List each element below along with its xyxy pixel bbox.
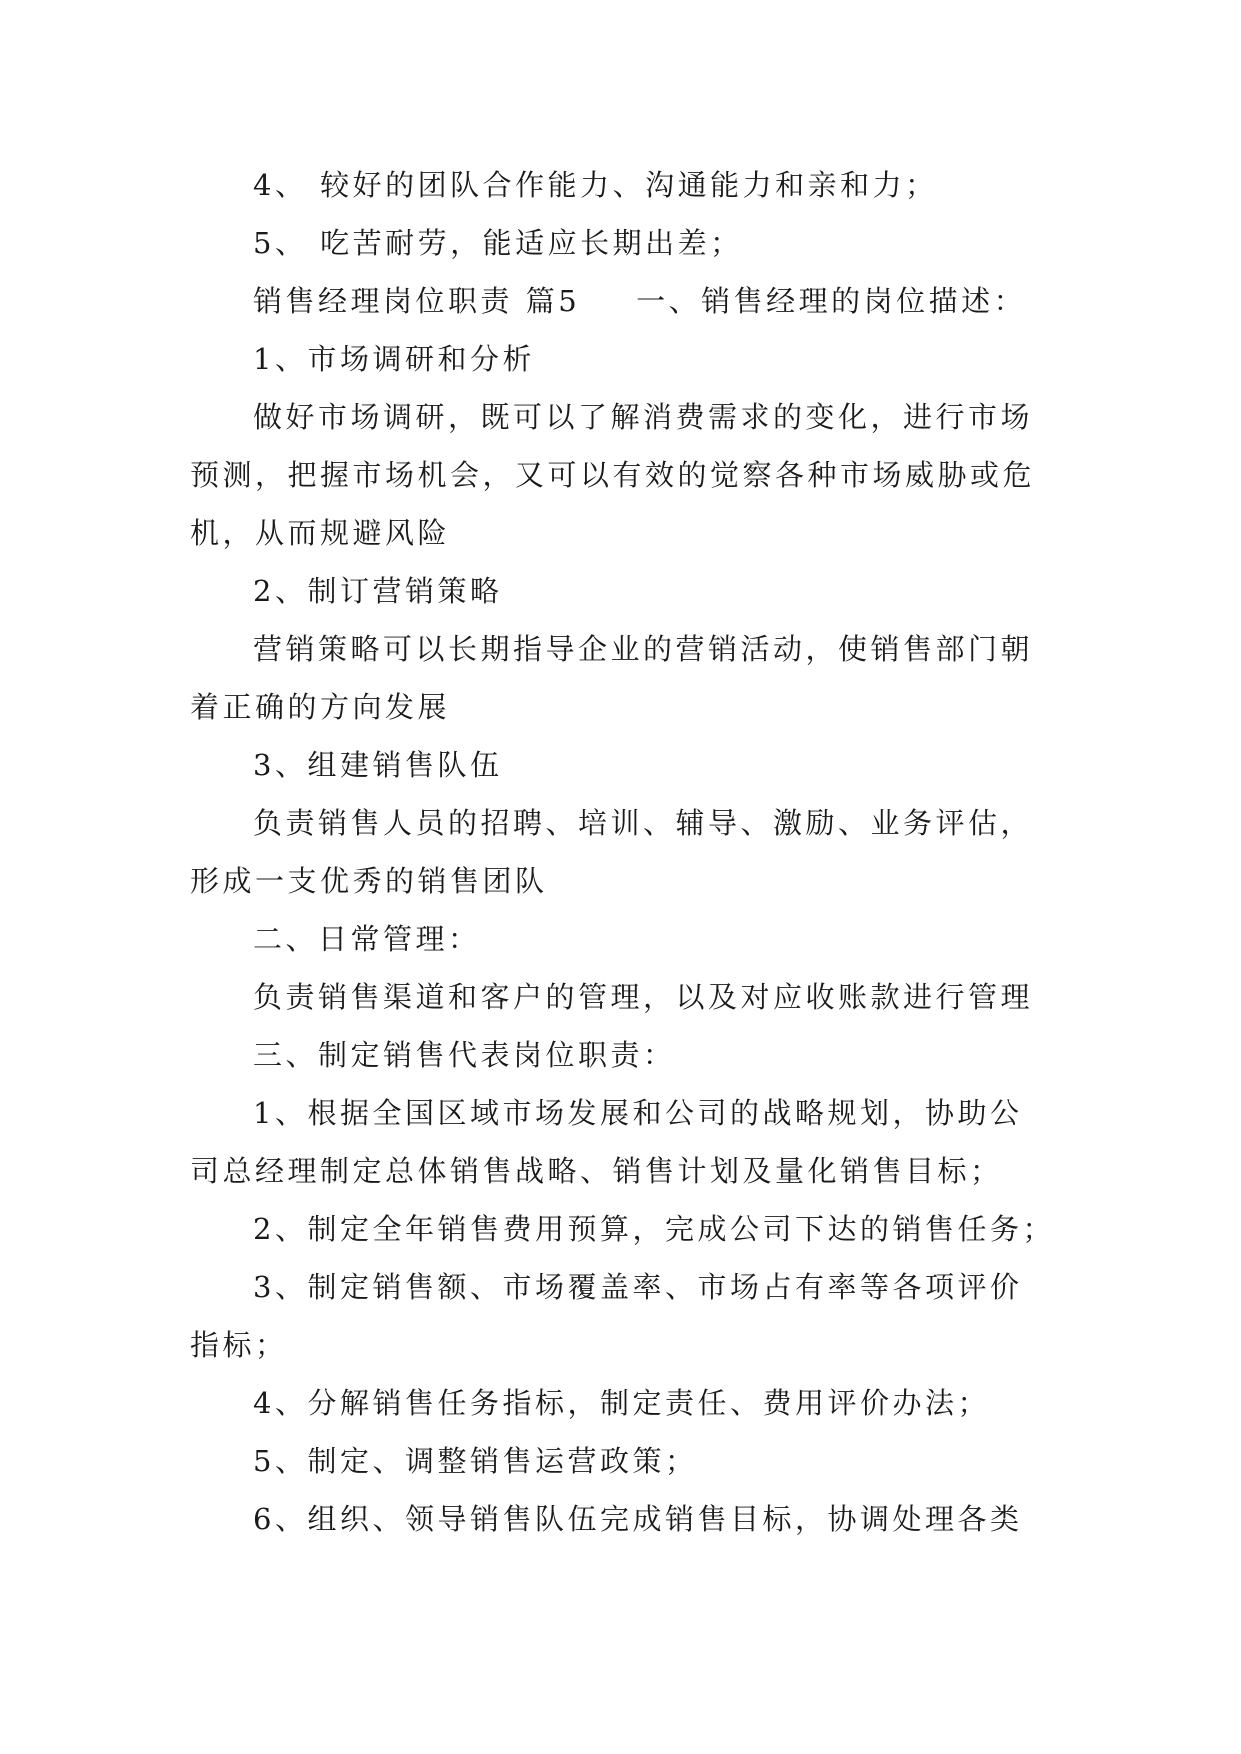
line-text: 3、组建销售队伍: [253, 748, 503, 782]
text-line: [190, 562, 1060, 620]
text-line: [190, 968, 1060, 1026]
line-text: 指标；: [190, 1328, 288, 1362]
text-line: [190, 852, 1060, 910]
line-text: 4、分解销售任务指标，制定责任、费用评价办法；: [253, 1386, 990, 1420]
text-line: [190, 214, 1060, 272]
line-text: 5、制定、调整销售运营政策；: [253, 1444, 698, 1478]
text-line: [190, 446, 1060, 504]
document-body: [190, 156, 1060, 1548]
line-text: 3、制定销售额、市场覆盖率、市场占有率等各项评价: [253, 1270, 1023, 1304]
line-text: 形成一支优秀的销售团队: [190, 864, 548, 898]
text-line: [190, 1142, 1060, 1200]
line-text: 负责销售人员的招聘、培训、辅导、激励、业务评估，: [253, 806, 1034, 840]
line-text: 做好市场调研，既可以了解消费需求的变化，进行市场: [253, 400, 1034, 434]
text-line: [190, 1258, 1060, 1316]
text-line: [190, 388, 1060, 446]
text-line: [190, 678, 1060, 736]
line-text: 司总经理制定总体销售战略、销售计划及量化销售目标；: [190, 1154, 1003, 1188]
text-line: [190, 156, 1060, 214]
line-text: 4、 较好的团队合作能力、沟通能力和亲和力；: [253, 168, 938, 202]
text-line: [190, 1432, 1060, 1490]
text-line: [190, 910, 1060, 968]
text-line: [190, 504, 1060, 562]
subsection-heading: 一、销售经理的岗位描述：: [636, 284, 1027, 318]
section-heading: 销售经理岗位职责 篇5: [253, 284, 581, 318]
line-text: 1、市场调研和分析: [253, 342, 535, 376]
line-text: 预测，把握市场机会，又可以有效的觉察各种市场威胁或危: [190, 458, 1036, 492]
text-line: [190, 1026, 1060, 1084]
text-line: [190, 794, 1060, 852]
text-line: [190, 1200, 1060, 1258]
text-line: [190, 620, 1060, 678]
line-text: 5、 吃苦耐劳，能适应长期出差；: [253, 226, 743, 260]
line-text: 着正确的方向发展: [190, 690, 451, 724]
line-text: 1、根据全国区域市场发展和公司的战略规划，协助公: [253, 1096, 1023, 1130]
text-line: [190, 1490, 1060, 1548]
line-text: 机，从而规避风险: [190, 516, 451, 550]
line-text: 营销策略可以长期指导企业的营销活动，使销售部门朝: [253, 632, 1034, 666]
line-text: 三、制定销售代表岗位职责：: [253, 1038, 676, 1072]
line-text: 6、组织、领导销售队伍完成销售目标，协调处理各类: [253, 1502, 1023, 1536]
text-line: [190, 736, 1060, 794]
text-line: [190, 1084, 1060, 1142]
line-text: 负责销售渠道和客户的管理，以及对应收账款进行管理: [253, 980, 1034, 1014]
text-line: [190, 1374, 1060, 1432]
line-text: 2、制定全年销售费用预算，完成公司下达的销售任务；: [253, 1212, 1055, 1246]
line-text: 二、日常管理：: [253, 922, 481, 956]
text-line: [190, 330, 1060, 388]
line-text: 2、制订营销策略: [253, 574, 503, 608]
text-line: [190, 272, 1060, 330]
text-line: [190, 1316, 1060, 1374]
